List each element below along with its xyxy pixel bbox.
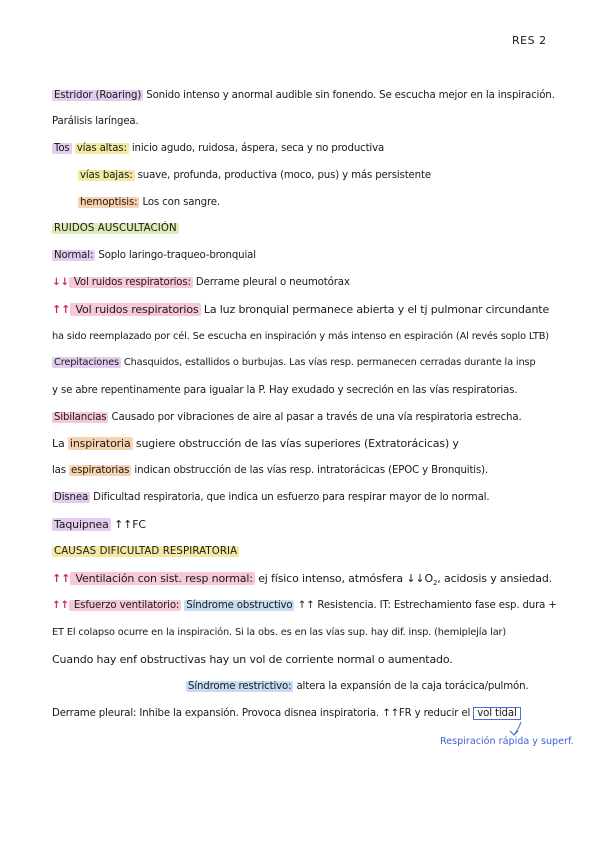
line-ventilacion: ↑↑ Ventilación con sist. resp normal: ej físico intenso, atmósfera $↓↓O_2$, acidosis y ansiedad. bbox=[52, 572, 553, 588]
term-crepitaciones: Crepitaciones bbox=[54, 357, 119, 368]
term-sibilancias: Sibilancias bbox=[54, 412, 107, 423]
arrows-down: ↓↓ bbox=[52, 277, 69, 288]
term-espiratorias: espiratorias bbox=[71, 465, 130, 476]
line-sibilancias: Sibilancias Causado por vibraciones de aire al pasar a través de una vía respiratoria estrecha. bbox=[54, 412, 522, 423]
line-normal: Normal: Soplo laringo-traqueo-bronquial bbox=[54, 250, 256, 261]
line-et-colapso: ET El colapso ocurre en la inspiración. Si la obs. es en las vías sup. hay dif. insp. (hemiplejía lar) bbox=[52, 627, 507, 638]
boxed-vol-tidal: vol tidal bbox=[473, 707, 520, 720]
line-vias-bajas: vías bajas: suave, profunda, productiva (moco, pus) y más persistente bbox=[80, 170, 431, 181]
term-tos: Tos bbox=[54, 143, 70, 154]
arrows-up: ↑↑ bbox=[52, 303, 71, 316]
term-ventilacion: Ventilación con sist. resp normal: bbox=[72, 572, 253, 585]
term-taquipnea: Taquipnea bbox=[54, 518, 109, 531]
line-derrame: Derrame pleural: Inhibe la expansión. Provoca disnea inspiratoria. ↑↑FR y reducir el vol tidal bbox=[52, 707, 521, 721]
term-esfuerzo: Esfuerzo ventilatorio: bbox=[70, 600, 180, 611]
term-vol-bajo: Vol ruidos respiratorios: bbox=[70, 277, 191, 288]
line-paralisis: Parálisis laríngea. bbox=[52, 116, 139, 127]
line-disnea: Disnea Dificultad respiratoria, que indica un esfuerzo para respirar mayor de lo normal. bbox=[54, 492, 490, 503]
line-reemplazado: ha sido reemplazado por cél. Se escucha en inspiración y más intenso en espiración (Al revés soplo LTB) bbox=[52, 331, 549, 342]
arrows-up: ↑↑ bbox=[52, 600, 69, 611]
line-enf-obstructivas: Cuando hay enf obstructivas hay un vol de corriente normal o aumentado. bbox=[52, 653, 453, 666]
term-estridor: Estridor (Roaring) bbox=[54, 90, 142, 101]
line-abre: y se abre repentinamente para igualar la P. Hay exudado y secreción en las vías respiratorias. bbox=[52, 385, 518, 396]
term-vol-alto: Vol ruidos respiratorios bbox=[72, 303, 199, 316]
page-number: RES 2 bbox=[512, 34, 547, 47]
arrows-up: ↑↑ bbox=[52, 572, 71, 585]
term-sindrome-restrictivo: Síndrome restrictivo: bbox=[188, 681, 292, 692]
line-espiratorias: las espiratorias indican obstrucción de las vías resp. intratorácicas (EPOC y Bronquitis). bbox=[52, 465, 489, 476]
term-disnea: Disnea bbox=[54, 492, 89, 503]
term-sindrome-obstructivo: Síndrome obstructivo bbox=[186, 600, 293, 611]
line-restrictivo: Síndrome restrictivo: altera la expansión de la caja torácica/pulmón. bbox=[188, 681, 529, 692]
term-hemoptisis: hemoptisis: bbox=[80, 197, 138, 208]
line-taquipnea: Taquipnea ↑↑FC bbox=[54, 518, 146, 531]
line-vol-bajo: ↓↓ Vol ruidos respiratorios: Derrame pleural o neumotórax bbox=[52, 277, 350, 288]
term-vias-bajas: vías bajas: bbox=[80, 170, 133, 181]
heading-ruidos: RUIDOS AUSCULTACIÓN bbox=[54, 223, 177, 234]
line-estridor: Estridor (Roaring) Sonido intenso y anormal audible sin fonendo. Se escucha mejor en la inspiración. bbox=[54, 90, 555, 101]
line-vol-alto: ↑↑ Vol ruidos respiratorios La luz bronquial permanece abierta y el tj pulmonar circundante bbox=[52, 303, 550, 316]
line-tos: Tos vías altas: inicio agudo, ruidosa, áspera, seca y no productiva bbox=[54, 143, 385, 154]
line-hemoptisis: hemoptisis: Los con sangre. bbox=[80, 197, 220, 208]
heading-causas: CAUSAS DIFICULTAD RESPIRATORIA bbox=[54, 546, 238, 557]
term-vias-altas: vías altas: bbox=[76, 143, 127, 154]
line-esfuerzo: ↑↑ Esfuerzo ventilatorio: Síndrome obstructivo ↑↑ Resistencia. IT: Estrechamiento fase esp. dura + bbox=[52, 600, 557, 611]
term-normal: Normal: bbox=[54, 250, 94, 261]
line-crepitaciones: Crepitaciones Chasquidos, estallidos o burbujas. Las vías resp. permanecen cerradas durante la insp bbox=[54, 357, 536, 368]
term-inspiratoria: inspiratoria bbox=[69, 437, 131, 450]
line-inspiratoria: La inspiratoria sugiere obstrucción de las vías superiores (Extratorácicas) y bbox=[52, 437, 459, 450]
annotation-note: Respiración rápida y superf. bbox=[440, 736, 574, 747]
